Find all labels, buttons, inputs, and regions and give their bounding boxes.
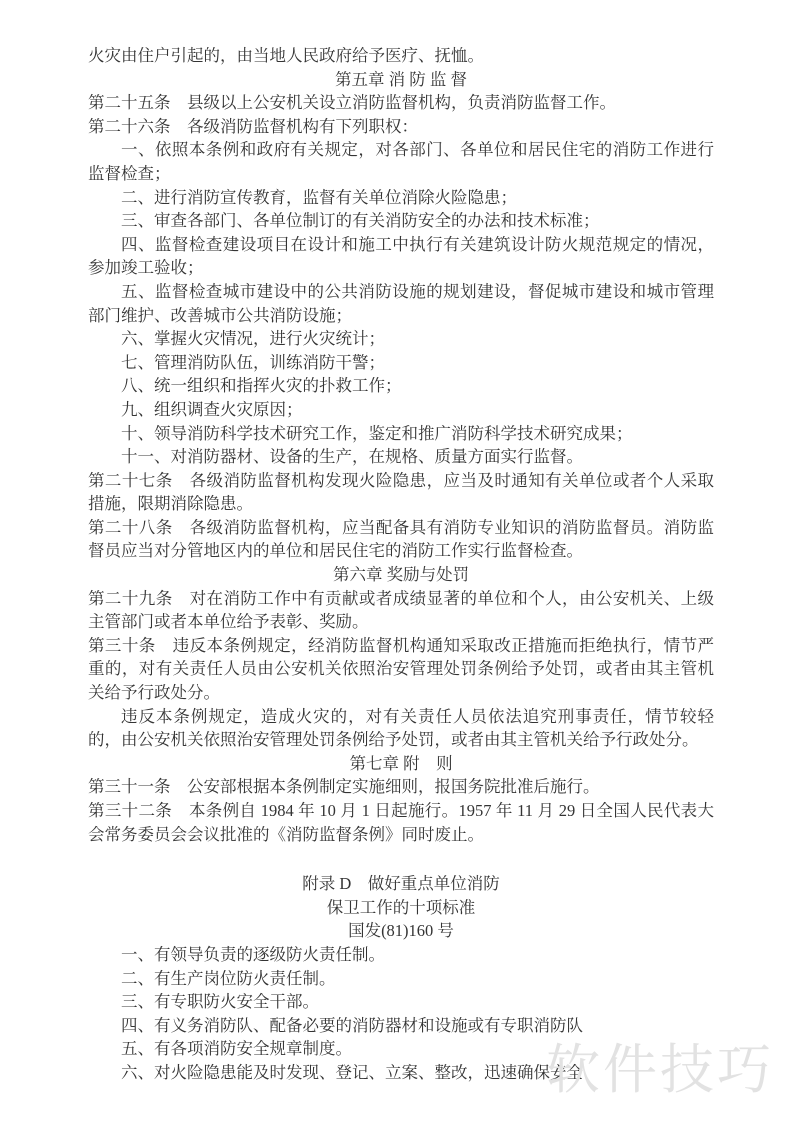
document-paragraph: 五、监督检查城市建设中的公共消防设施的规划建设，督促城市建设和城市管理部门维护、改善城市公共消防设施； [88, 281, 714, 325]
document-paragraph: 三、有专职防火安全干部。 [121, 992, 319, 1012]
document-paragraph: 一、依照本条例和政府有关规定，对各部门、各单位和居民住宅的消防工作进行监督检查； [88, 140, 714, 183]
document-paragraph: 违反本条例规定，造成火灾的，对有关责任人员依法追究刑事责任，情节较轻的，由公安机关依照治安管理处罚条例给予处罚，或者由其主管机关给予行政处分。 [88, 706, 714, 750]
document-paragraph: 七、管理消防队伍，训练消防干警； [121, 352, 385, 372]
document-paragraph: 六、掌握火灾情况，进行火灾统计； [121, 329, 385, 349]
document-paragraph: 火灾由住户引起的，由当地人民政府给予医疗、抚恤。 [88, 46, 484, 65]
document-paragraph: 第三十一条 公安部根据本条例制定实施细则，报国务院批准后施行。 [88, 777, 600, 797]
document-paragraph: 二、进行消防宣传教育，监督有关单位消除火险隐患； [121, 187, 517, 207]
watermark-text: 软件技巧 [546, 1040, 774, 1100]
document-paragraph: 八、统一组织和指挥火灾的扑救工作； [121, 376, 402, 396]
document-paragraph: 第三十条 违反本条例规定，经消防监督机构通知采取改正措施而拒绝执行，情节严重的，对有关责任人员由公安机关依照治安管理处罚条例给予处罚，或者由其主管机关给予行政处分。 [88, 635, 714, 703]
document-paragraph: 六、对火险隐患能及时发现、登记、立案、整改，迅速确保安全 [121, 1062, 583, 1082]
document-paragraph: 第二十八条 各级消防监督机构，应当配备具有消防专业知识的消防监督员。消防监督员应当对分管地区内的单位和居民住宅的消防工作实行监督检查。 [88, 517, 714, 561]
document-paragraph: 三、审查各部门、各单位制订的有关消防安全的办法和技术标准； [121, 211, 600, 231]
document-heading: 保卫工作的十项标准 [326, 897, 476, 917]
document-paragraph: 十一、对消防器材、设备的生产，在规格、质量方面实行监督。 [121, 447, 583, 467]
document-paragraph: 第二十五条 县级以上公安机关设立消防监督机构，负责消防监督工作。 [88, 93, 616, 113]
document-paragraph: 四、监督检查建设项目在设计和施工中执行有关建筑设计防火规范规定的情况，参加竣工验收； [88, 234, 714, 278]
document-paragraph: 二、有生产岗位防火责任制。 [121, 968, 336, 988]
document-paragraph: 九、组织调查火灾原因； [121, 399, 303, 419]
document-heading: 第五章 消 防 监 督 [335, 69, 467, 89]
document-paragraph: 十、领导消防科学技术研究工作，鉴定和推广消防科学技术研究成果； [121, 423, 633, 443]
document-paragraph: 一、有领导负责的逐级防火责任制。 [121, 944, 385, 964]
document-heading: 第六章 奖励与处罚 [332, 565, 470, 585]
document-paragraph: 四、有义务消防队、配备必要的消防器材和设施或有专职消防队 [121, 1015, 583, 1035]
document-heading: 附录 D 做好重点单位消防 [302, 874, 500, 894]
document-paragraph: 第二十七条 各级消防监督机构发现火险隐患，应当及时通知有关单位或者个人采取措施，限期消除隐患。 [88, 470, 714, 514]
document-heading: 第七章 附 则 [349, 753, 453, 773]
document-page [88, 44, 714, 1085]
document-heading: 国发(81)160 号 [348, 921, 454, 941]
document-paragraph: 第二十六条 各级消防监督机构有下列职权： [88, 116, 418, 136]
document-paragraph: 第三十二条 本条例自 1984 年 10 月 1 日起施行。1957 年 11 月 29 日全国人民代表大会常务委员会会议批准的《消防监督条例》同时废止。 [88, 801, 714, 844]
document-paragraph: 五、有各项消防安全规章制度。 [121, 1039, 352, 1059]
document-paragraph: 第二十九条 对在消防工作中有贡献或者成绩显著的单位和个人，由公安机关、上级主管部门或者本单位给予表彰、奖励。 [88, 588, 714, 632]
